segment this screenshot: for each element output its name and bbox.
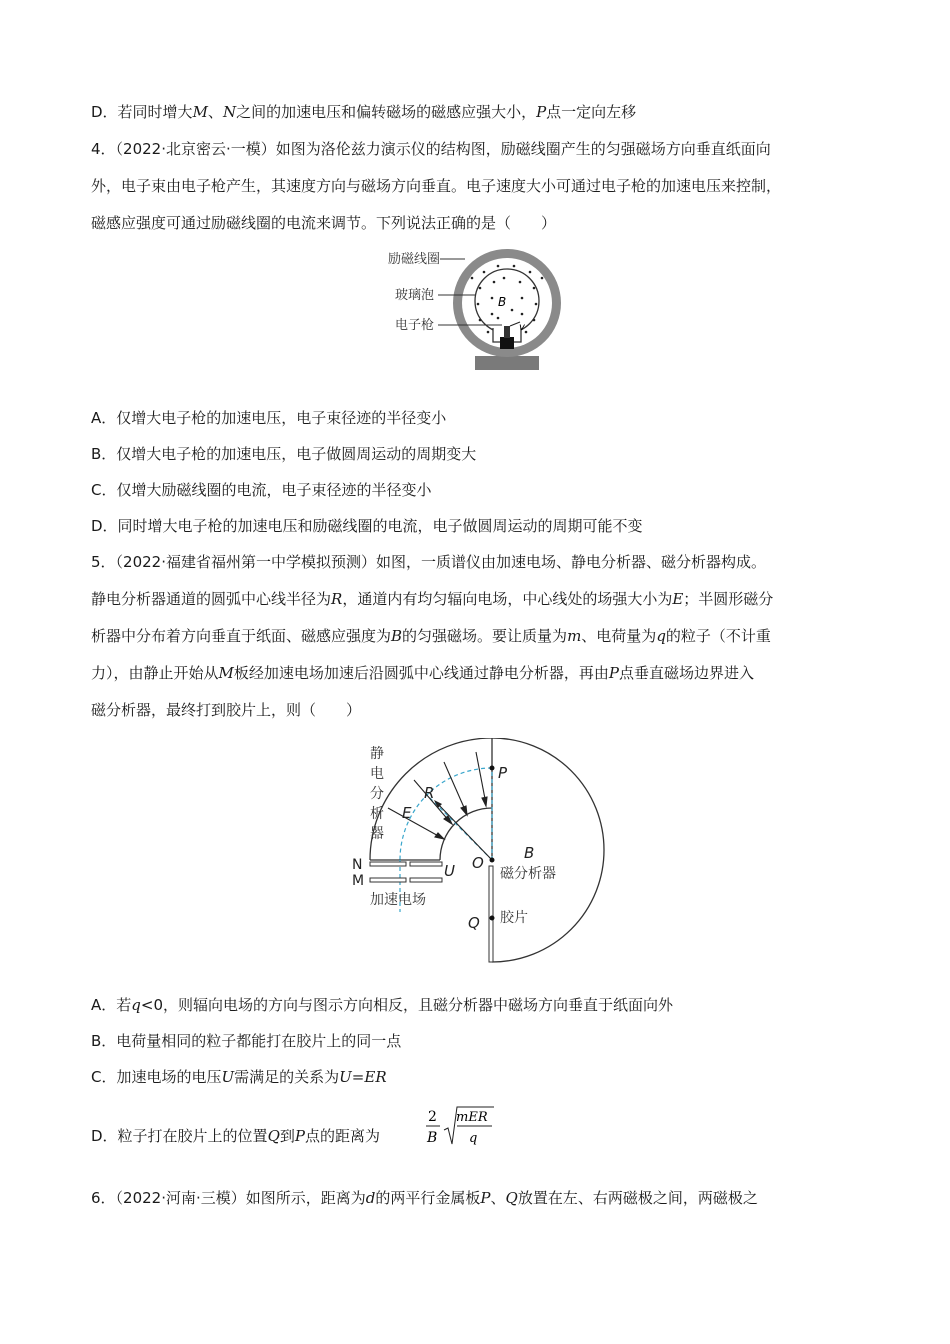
q5-option-a [91, 994, 673, 1016]
label-B: B [524, 844, 535, 862]
q5-stem-line-4 [91, 662, 754, 684]
label-Q: Q [468, 914, 480, 932]
text: 6．（2022·河南·三模）如图所示，距离为 [91, 1189, 366, 1207]
plate-N-left [370, 862, 406, 866]
text: 点的距离为 [304, 1127, 380, 1145]
text: <0，则辐向电场的方向与图示方向相反，且磁分析器中磁场方向垂直于纸面向外 [140, 996, 673, 1014]
q5-option-c [91, 1066, 387, 1088]
math-U: U [221, 1068, 235, 1086]
radical-denominator: q [469, 1131, 478, 1146]
label-film: 胶片 [500, 910, 528, 926]
q3-d-text-end: 点一定向左移 [546, 103, 637, 121]
point-P [490, 766, 495, 771]
q5-stem-line-1: 5．（2022·福建省福州第一中学模拟预测）如图，一质谱仪由加速电场、静电分析器、磁分析器构成。 [91, 553, 766, 571]
text: ；半圆形磁分 [683, 590, 774, 608]
esa-label-char: 器 [370, 826, 384, 842]
math-Q: Q [505, 1189, 518, 1207]
text: 的匀强磁场。要让质量为 [402, 627, 568, 645]
text: 放置在左、右两磁极之间，两磁极之 [517, 1189, 758, 1207]
text: 力），由静止开始从 [91, 664, 219, 682]
esa-label-char: 分 [370, 786, 384, 802]
math-N: N [222, 103, 237, 121]
text: 静电分析器通道的圆弧中心线半径为 [91, 590, 332, 608]
q3-d-text: D．若同时增大 [91, 103, 193, 121]
magnetic-analyzer-arc [492, 738, 604, 962]
q4-option-b: B．仅增大电子枪的加速电压，电子做圆周运动的周期变大 [91, 445, 477, 463]
point-O [490, 858, 495, 863]
math-q: q [656, 627, 666, 645]
separator: 、 [207, 103, 223, 121]
label-B: B [498, 295, 507, 309]
q4-stem-line-1: 4．（2022·北京密云·一模）如图为洛伦兹力演示仪的结构图，励磁线圈产生的匀强磁场方向垂直纸面向 [91, 140, 771, 158]
math-P: P [294, 1127, 305, 1145]
math-E: E [672, 590, 684, 608]
text: 、电荷量为 [581, 627, 657, 645]
q5-option-b: B．电荷量相同的粒子都能打在胶片上的同一点 [91, 1032, 402, 1050]
math-Q: Q [267, 1127, 280, 1145]
text: C．加速电场的电压 [91, 1068, 222, 1086]
text: 板经加速电场加速后沿圆弧中心线通过静电分析器，再由 [233, 664, 609, 682]
math-P: P [536, 103, 547, 121]
label-O: O [472, 854, 484, 872]
electron-gun [504, 326, 510, 338]
electron-gun-base [500, 337, 514, 349]
label-P: P [498, 764, 508, 782]
plate-N-right [410, 862, 442, 866]
stand-base [475, 356, 539, 370]
label-glass-bulb: 玻璃泡 [395, 288, 435, 303]
distance-formula [424, 1104, 496, 1150]
q4-option-d: D．同时增大电子枪的加速电压和励磁线圈的电流，电子做圆周运动的周期可能不变 [91, 517, 643, 535]
label-E: E [402, 804, 412, 822]
math-R: R [331, 590, 343, 608]
q3-d-text-mid: 之间的加速电压和偏转磁场的磁感应强大小， [236, 103, 537, 121]
label-magnetic-analyzer: 磁分析器 [500, 866, 556, 882]
label-v: v [519, 322, 525, 333]
formula-numerator: 2 [428, 1109, 437, 1125]
math-equation: U=ER [339, 1068, 387, 1086]
math-P: P [608, 664, 619, 682]
text: 点垂直磁场边界进入 [618, 664, 754, 682]
text: 、 [490, 1189, 506, 1207]
label-N: N [352, 857, 363, 873]
plate-M-right [410, 878, 442, 882]
math-d: d [365, 1189, 376, 1207]
text: 到 [279, 1127, 295, 1145]
label-M: M [352, 873, 365, 889]
q4-stem-line-3: 磁感应强度可通过励磁线圈的电流来调节。下列说法正确的是（ ） [91, 214, 557, 232]
film-plate [489, 866, 493, 962]
lorentz-demonstrator-figure [380, 244, 580, 374]
mass-spectrometer-figure [340, 738, 610, 966]
text: 的粒子（不计重 [665, 627, 771, 645]
formula-denominator: B [427, 1130, 438, 1146]
esa-label-group [370, 746, 384, 842]
q5-option-d [91, 1125, 380, 1147]
text: 的两平行金属板 [375, 1189, 481, 1207]
text: A．若 [91, 996, 132, 1014]
q6-stem-line-1 [91, 1187, 758, 1209]
text: 析器中分布着方向垂直于纸面、磁感应强度为 [91, 627, 392, 645]
math-P: P [480, 1189, 491, 1207]
q5-stem-line-3 [91, 625, 771, 647]
q4-stem-line-2: 外，电子束由电子枪产生，其速度方向与磁场方向垂直。电子速度大小可通过电子枪的加速电压来控制， [91, 177, 782, 195]
label-electron-gun: 电子枪 [395, 318, 435, 333]
q3-option-d [91, 101, 636, 123]
text: 需满足的关系为 [234, 1068, 340, 1086]
radial-field-arrows [388, 752, 487, 839]
plate-M-left [370, 878, 406, 882]
q5-stem-line-5: 磁分析器，最终打到胶片上，则（ ） [91, 701, 362, 719]
label-U: U [444, 862, 455, 880]
q4-option-c: C．仅增大励磁线圈的电流，电子束径迹的半径变小 [91, 481, 432, 499]
label-R: R [424, 784, 435, 802]
glass-bulb [475, 269, 539, 333]
math-m: m [567, 627, 582, 645]
text: D．粒子打在胶片上的位置 [91, 1127, 268, 1145]
text: ，通道内有均匀辐向电场，中心线处的场强大小为 [342, 590, 673, 608]
q4-option-a: A．仅增大电子枪的加速电压，电子束径迹的半径变小 [91, 409, 447, 427]
esa-label-char: 静 [370, 746, 384, 762]
math-q: q [131, 996, 141, 1014]
esa-label-char: 电 [370, 766, 384, 782]
q5-stem-line-2 [91, 588, 773, 610]
math-B: B [391, 627, 403, 645]
math-M: M [218, 664, 234, 682]
point-Q [490, 916, 495, 921]
math-M: M [192, 103, 208, 121]
esa-label-char: 析 [370, 806, 384, 822]
radical-numerator: mER [456, 1110, 488, 1125]
label-excitation-coil: 励磁线圈 [388, 252, 441, 267]
label-accelerating-field: 加速电场 [370, 892, 426, 908]
